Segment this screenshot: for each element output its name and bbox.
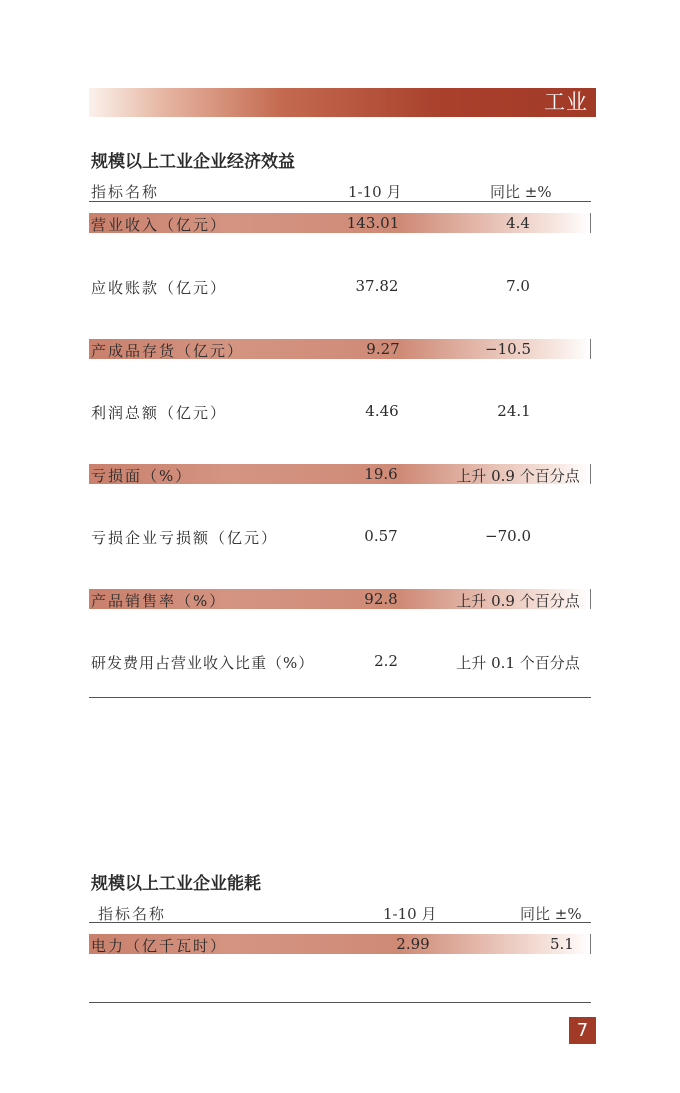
row-band-edge	[590, 934, 591, 954]
table-row-change: 5.1	[550, 935, 574, 953]
table-row-name: 应收账款（亿元）	[91, 279, 228, 297]
table-row-change: −70.0	[485, 527, 531, 545]
table-row-change: 上升 0.1 个百分点	[456, 654, 580, 672]
header-yoy: 同比 ±%	[490, 183, 552, 201]
section-banner	[89, 88, 596, 117]
header-indicator: 指标名称	[98, 905, 167, 923]
header-yoy: 同比 ±%	[520, 905, 582, 923]
table-row-value: 143.01	[346, 214, 400, 232]
table-row-change: −10.5	[485, 340, 531, 358]
header-period: 1-10 月	[383, 905, 437, 923]
page-number: 7	[569, 1017, 596, 1044]
energy-title: 规模以上工业企业能耗	[91, 874, 261, 894]
table-row-name: 研发费用占营业收入比重（%）	[91, 654, 315, 672]
table-row-value: 2.99	[396, 935, 430, 953]
table-row-value: 19.6	[364, 465, 398, 483]
table-row-name: 亏损面（%）	[91, 467, 193, 485]
economics-title: 规模以上工业企业经济效益	[91, 152, 295, 172]
table-row-name: 产品销售率（%）	[91, 592, 227, 610]
table-bottom-rule	[89, 697, 591, 698]
table-row-change: 上升 0.9 个百分点	[456, 592, 580, 610]
row-band-edge	[590, 339, 591, 359]
table-row-value: 2.2	[374, 652, 398, 670]
table-row-change: 7.0	[506, 277, 530, 295]
table-row-name: 亏损企业亏损额（亿元）	[91, 529, 279, 547]
table-row-value: 92.8	[364, 590, 398, 608]
banner-title: 工业	[544, 90, 588, 114]
table-row-value: 9.27	[366, 340, 400, 358]
table-row-name: 营业收入（亿元）	[91, 216, 228, 234]
table-bottom-rule	[89, 1002, 591, 1003]
table-row-value: 4.46	[365, 402, 399, 420]
header-period: 1-10 月	[348, 183, 402, 201]
table-row-name: 电力（亿千瓦时）	[91, 937, 228, 955]
table-row-change: 上升 0.9 个百分点	[456, 467, 580, 485]
table-row-name: 产成品存货（亿元）	[91, 342, 245, 360]
table-top-rule	[89, 201, 591, 202]
table-top-rule	[89, 922, 591, 923]
table-row-change: 4.4	[506, 214, 530, 232]
header-indicator: 指标名称	[91, 183, 160, 201]
table-row-name: 利润总额（亿元）	[91, 404, 228, 422]
table-row-value: 37.82	[355, 277, 399, 295]
table-row-value: 0.57	[364, 527, 398, 545]
table-row-change: 24.1	[497, 402, 531, 420]
